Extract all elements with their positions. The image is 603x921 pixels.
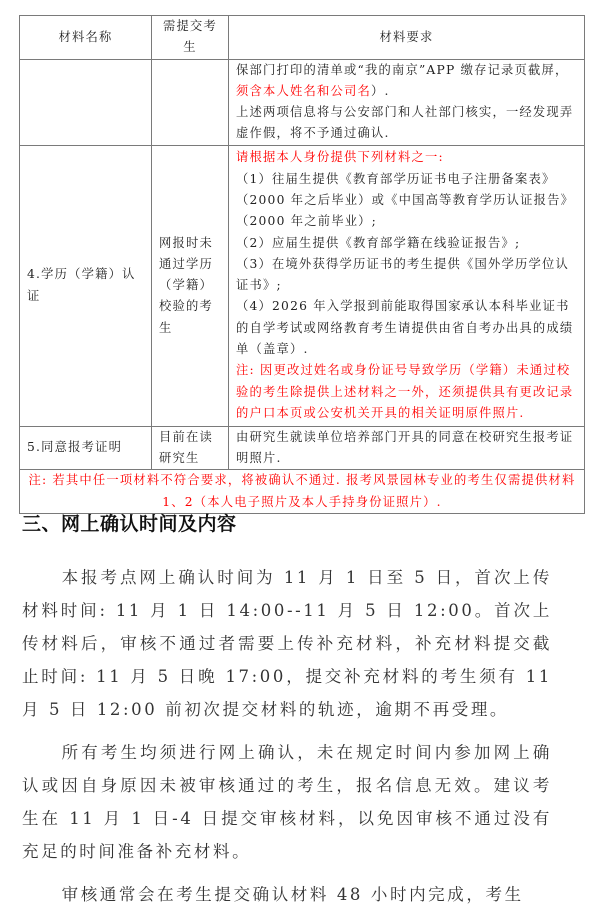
table-footnote: 注: 若其中任一项材料不符合要求，将被确认不通过. 报考风景园林专业的考生仅需提供材料 1、2（本人电子照片及本人手持身份证照片）. — [20, 470, 585, 514]
material-name-cell: 4.学历（学籍）认证 — [20, 145, 152, 426]
paragraph: 所有考生均须进行网上确认，未在规定时间内参加网上确认或因自身原因未被审核通过的考生，报名信息无效。建议考生在 11 月 1 日-4 日提交审核材料，以免因审核不通过没有充足的时间准备补充材料。 — [22, 743, 552, 861]
paragraph: 审核通常会在考生提交确认材料 48 小时内完成，考生 — [61, 885, 524, 904]
material-name-cell: 5.同意报考证明 — [20, 426, 152, 470]
requirement-cell: 保部门打印的清单或“我的南京”APP 缴存记录页截屏，须含本人姓名和公司名）. 上述两项信息将与公安部门和人社部门核实，一经发现弄虚作假，将不予通过确认. — [229, 59, 585, 145]
header-material-name: 材料名称 — [20, 16, 152, 60]
materials-table — [19, 15, 585, 514]
table-row — [20, 59, 585, 145]
material-name-cell — [20, 59, 152, 145]
section-body — [22, 561, 552, 921]
candidate-cell — [152, 59, 229, 145]
header-required-candidates: 需提交考生 — [152, 16, 229, 60]
paragraph: 本报考点网上确认时间为 11 月 1 日至 5 日，首次上传材料时间: 11 月 1 日 14:00--11 月 5 日 12:00。首次上传材料后，审核不通过者需要上传补充材料，补充材料提交截止时间: 11 月 5 日晚 17:00，提交补充材料的考生须有 11 月 5 日 12:00 前初次提交材料的轨迹，逾期不再受理。 — [22, 568, 552, 719]
requirement-cell: 由研究生就读单位培养部门开具的同意在校研究生报考证明照片. — [229, 426, 585, 470]
candidate-cell: 网报时未通过学历（学籍）校验的考生 — [152, 145, 229, 426]
table-row — [20, 145, 585, 426]
header-material-requirements: 材料要求 — [229, 16, 585, 60]
table-footnote-row — [20, 470, 585, 514]
candidate-cell: 目前在读研究生 — [152, 426, 229, 470]
section-heading: 三、网上确认时间及内容 — [22, 513, 237, 535]
requirement-cell: 请根据本人身份提供下列材料之一: （1）往届生提供《教育部学历证书电子注册备案表》（2000 年之后毕业）或《中国高等教育学历认证报告》（2000 年之前毕业）; （2）应届生提供《教育部学籍在线验证报告》; （3）在境外获得学历证书的考生提供《国外学历学位认证书》; （4）2026 年入学报到前能取得国家承认本科毕业证书的自学考试或网络教育考生请提供由省自考办出具的成绩单（盖章）. 注: 因更改过姓名或身份证号导致学历（学籍）未通过校验的考生除提供上述材料之一外，还须提供具有更改记录的户口本页或公安机关开具的相关证明原件照片. — [229, 145, 585, 426]
table-header-row — [20, 16, 585, 60]
table-row — [20, 426, 585, 470]
